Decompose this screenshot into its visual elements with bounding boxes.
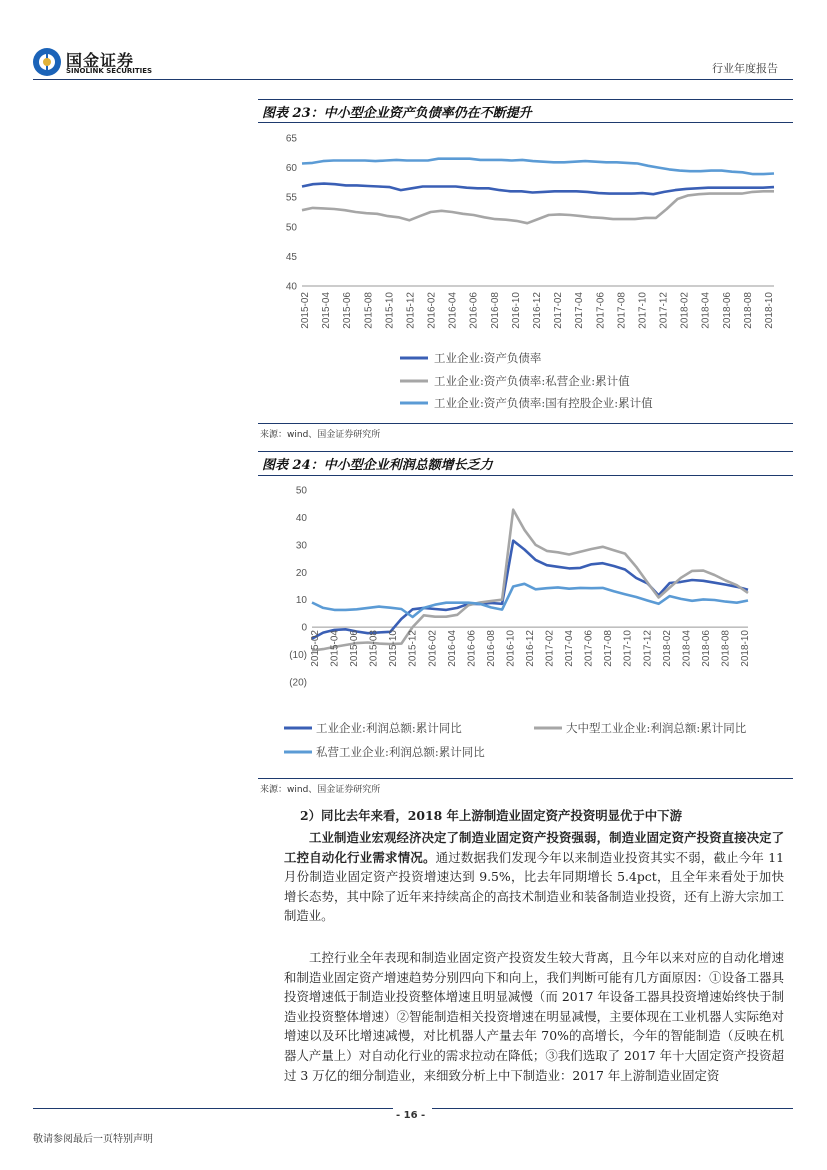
page-number: - 16 -: [396, 1110, 426, 1121]
series-line-2: [312, 510, 748, 651]
y-tick-label: 0: [301, 622, 307, 634]
x-tick-label: 2018-02: [661, 630, 673, 667]
x-tick-label: 2016-10: [505, 630, 517, 667]
y-tick-label: (10): [289, 650, 307, 662]
x-tick-label: 2018-10: [764, 292, 775, 329]
y-tick-label: 50: [285, 222, 297, 234]
footer-rule-left: [33, 1108, 393, 1109]
x-tick-label: 2016-02: [426, 292, 438, 329]
x-tick-label: 2016-04: [446, 630, 458, 667]
legend-label-1: 工业企业:利润总额:累计同比: [316, 721, 462, 735]
x-tick-label: 2018-02: [679, 292, 691, 329]
x-tick-label: 2017-08: [603, 630, 615, 667]
x-tick-label: 2017-04: [564, 630, 576, 667]
header: [0, 0, 827, 80]
series-line-3: [312, 584, 748, 617]
x-tick-label: 2017-12: [642, 630, 654, 667]
chart24-source: 来源：wind、国金证券研究所: [260, 785, 381, 795]
series-line-1: [312, 541, 748, 639]
legend-label-1: 工业企业:资产负债率: [434, 351, 542, 365]
x-tick-label: 2017-10: [622, 630, 634, 667]
x-tick-label: 2016-04: [447, 292, 459, 329]
x-tick-label: 2018-08: [742, 291, 754, 329]
y-tick-label: 55: [285, 192, 297, 204]
x-tick-label: 2016-06: [466, 630, 478, 667]
x-tick-label: 2015-04: [321, 292, 333, 329]
x-tick-label: 2016-12: [532, 292, 543, 329]
chart23-caption: 图表 23：中小型企业资产负债率仍在不断提升: [262, 106, 532, 121]
legend-label-3: 工业企业:资产负债率:国有控股企业:累计值: [434, 396, 653, 410]
y-tick-label: 60: [285, 163, 297, 175]
logo-english: SINOLINK SECURITIES: [66, 67, 153, 75]
chart24-caption: 图表 24：中小型企业利润总额增长乏力: [262, 458, 493, 473]
x-tick-label: 2016-02: [427, 630, 439, 667]
x-tick-label: 2015-08: [363, 292, 375, 329]
x-tick-label: 2017-02: [553, 292, 565, 329]
y-tick-label: 20: [295, 567, 307, 579]
legend-label-2: 大中型工业企业:利润总额:累计同比: [566, 721, 747, 735]
y-tick-label: 10: [295, 595, 307, 607]
chart23: [258, 126, 793, 422]
x-tick-label: 2017-10: [637, 292, 649, 329]
y-tick-label: 65: [285, 133, 297, 145]
x-tick-label: 2015-06: [349, 630, 361, 667]
x-tick-label: 2016-08: [485, 630, 497, 667]
chart23-source: 来源：wind、国金证券研究所: [260, 430, 381, 440]
x-tick-label: 2017-08: [616, 292, 628, 329]
y-tick-label: 50: [295, 485, 307, 497]
x-tick-label: 2018-08: [720, 630, 732, 667]
paragraph-2: 工控行业全年表现和制造业固定资产投资发生较大背离，且今年以来对应的自动化增速和制造业固定资产增速趋势分别四向下和向上，我们判断可能有几方面原因：①设备工器具投资增速低于制造业投资整体增速且明显减慢（而 2017 年设备工器具投资增速始终快于制造业投资整体增速）②智能制造相关投资增速在明显减慢，主要体现在工业机器人实际绝对增速以及环比增速减慢，对比机器人产量去年 70%的高增长，今年的智能制造（反映在机器人产量上）对自动化行业的需求拉动在降低；③我们选取了 2017 年十大固定资产投资超过 3 万亿的细分制造业，来细致分析上中下制造业：2017 年上游制造业固定资: [284, 950, 784, 1083]
y-tick-label: 45: [285, 251, 297, 263]
paragraph-1-body: 通过数据我们发现今年以来制造业投资其实不弱，截止今年 11 月份制造业固定资产投资增速达到 9.5%，比去年同期增长 5.4pct，且全年来看处于加快增长态势，其中除了近年来持续高企的高技术制造业和装备制造业投资，还有上游大宗加工制造业。: [284, 849, 784, 924]
x-tick-label: 2017-02: [544, 630, 556, 667]
chart24: [258, 478, 793, 776]
x-tick-label: 2016-06: [468, 292, 480, 329]
section-subheading: 2）同比去年来看，2018 年上游制造业固定资产投资明显优于中下游: [300, 808, 682, 823]
series-line-2: [302, 191, 774, 223]
y-tick-label: (20): [289, 677, 307, 689]
x-tick-label: 2017-12: [658, 292, 670, 329]
x-tick-label: 2015-12: [405, 292, 417, 329]
logo-mark-icon: [32, 47, 62, 77]
chart23-top-rule: [258, 99, 793, 100]
header-rule: [33, 79, 793, 80]
x-tick-label: 2015-10: [384, 292, 396, 329]
y-tick-label: 40: [295, 512, 307, 524]
logo-chinese: 国金证券: [66, 51, 135, 70]
chart24-top-rule: [258, 451, 793, 452]
x-tick-label: 2018-06: [721, 292, 733, 329]
chart24-bottom-rule: [258, 778, 793, 779]
x-tick-label: 2017-06: [583, 630, 595, 667]
x-tick-label: 2015-12: [407, 630, 419, 667]
disclaimer: 敬请参阅最后一页特别声明: [33, 1134, 153, 1145]
series-line-1: [302, 184, 774, 195]
series-line-3: [302, 159, 774, 174]
y-tick-label: 40: [285, 281, 297, 293]
chart24-caption-rule: [258, 475, 793, 476]
x-tick-label: 2016-08: [489, 292, 501, 329]
paragraph-1: [284, 828, 784, 926]
x-tick-label: 2015-08: [368, 630, 380, 667]
x-tick-label: 2018-06: [700, 630, 712, 667]
report-type: 行业年度报告: [712, 62, 778, 75]
chart23-caption-rule: [258, 122, 793, 123]
x-tick-label: 2015-02: [300, 292, 311, 329]
legend-label-3: 私营工业企业:利润总额:累计同比: [316, 745, 485, 759]
x-tick-label: 2018-04: [700, 292, 712, 329]
paragraph-1-lead: 工业制造业宏观经济决定了制造业固定资产投资强弱，制造业固定资产投资直接决定了工控自动化行业需求情况。: [284, 830, 784, 865]
x-tick-label: 2015-10: [388, 630, 400, 667]
x-tick-label: 2016-12: [525, 630, 536, 667]
x-tick-label: 2017-04: [574, 292, 586, 329]
x-tick-label: 2018-10: [740, 630, 751, 667]
x-tick-label: 2015-06: [342, 292, 354, 329]
footer-rule-right: [432, 1108, 793, 1109]
x-tick-label: 2016-10: [510, 292, 522, 329]
x-tick-label: 2015-02: [310, 630, 321, 667]
legend-label-2: 工业企业:资产负债率:私营企业:累计值: [434, 374, 630, 388]
chart23-bottom-rule: [258, 423, 793, 424]
x-tick-label: 2015-04: [329, 630, 341, 667]
x-tick-label: 2018-04: [681, 630, 693, 667]
x-tick-label: 2017-06: [595, 292, 607, 329]
y-tick-label: 30: [295, 540, 307, 552]
